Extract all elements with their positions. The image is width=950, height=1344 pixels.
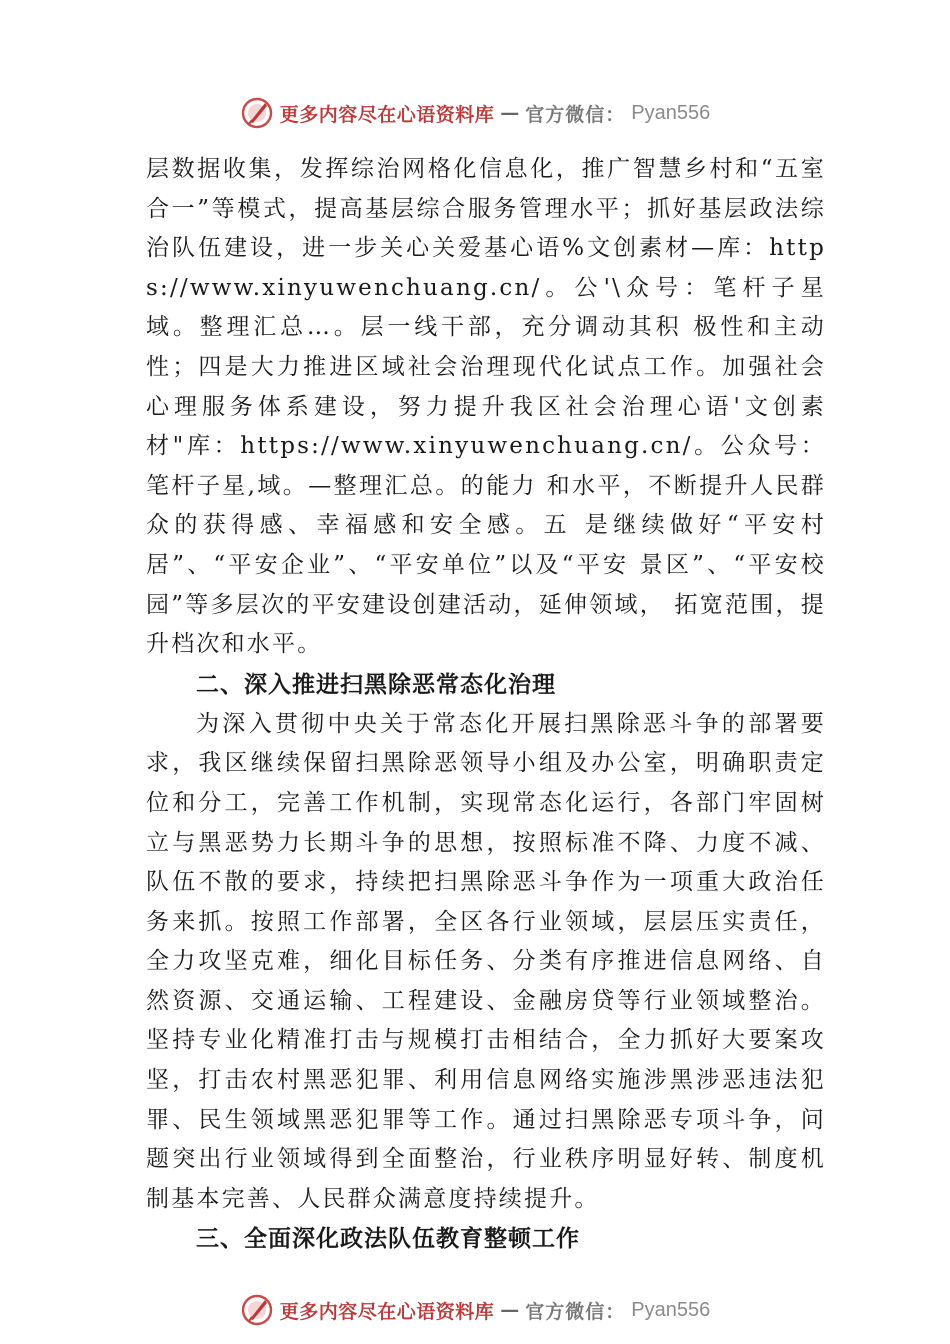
banner-wechat-id: Pyan556 bbox=[631, 1298, 711, 1321]
document-body bbox=[146, 150, 826, 1259]
header-watermark-banner bbox=[0, 93, 950, 133]
paragraph-continuation: 层数据收集，发挥综治网格化信息化，推广智慧乡村和“五室 合一”等模式，提高基层综合服务管理水平；抓好基层政法综 治队伍建设，进一步关心关爱基心语%文创素材—库：https://www.xinyuwenchuang.cn/。公'\众号：笔杆子星域。整理汇总…。层一线干部，充分调动其积 极性和主动性；四是大力推进区域社会治理现代化试点工作。加强社会心理服务体系建设，努力提升我区社会治理心语'文创素材"库：https://www.xinyuwenchuang.cn/。公众号：笔杆子星,域。—整理汇总。的能力 和水平，不断提升人民群众的获得感、幸福感和安全感。五 是继续做好“平安村居”、“平安企业”、“平安单位”以及“平安 景区”、“平安校园”等多层次的平安建设创建活动，延伸领域， 拓宽范围，提升档次和水平。 bbox=[146, 156, 826, 658]
section-heading-3: 三、全面深化政法队伍教育整顿工作 bbox=[196, 1226, 580, 1253]
banner-separator: — bbox=[500, 102, 520, 124]
banner-wechat-label: 官方微信： bbox=[525, 1300, 626, 1323]
quill-logo-icon bbox=[240, 96, 274, 130]
quill-logo-icon bbox=[240, 1293, 274, 1327]
banner-title: 更多内容尽在心语资料库 bbox=[279, 103, 495, 126]
section-heading-2: 二、深入推进扫黑除恶常态化治理 bbox=[196, 671, 556, 698]
banner-wechat-label: 官方微信： bbox=[525, 103, 626, 126]
footer-watermark-banner bbox=[0, 1290, 950, 1330]
banner-wechat-id: Pyan556 bbox=[631, 101, 711, 124]
banner-title: 更多内容尽在心语资料库 bbox=[279, 1300, 495, 1323]
banner-separator: — bbox=[500, 1299, 520, 1321]
paragraph-section-2: 为深入贯彻中央关于常态化开展扫黑除恶斗争的部署要求，我区继续保留扫黑除恶领导小组及办公室，明确职责定位和分工，完善工作机制，实现常态化运行，各部门牢固树立与黑恶势力长期斗争的思想，按照标准不降、力度不减、队伍不散的要求，持续把扫黑除恶斗争作为一项重大政治任务来抓。按照工作部署，全区各行业领域，层层压实责任， 全力攻坚克难，细化目标任务、分类有序推进信息网络、自然资源、交通运输、工程建设、金融房贷等行业领域整治。 坚持专业化精准打击与规模打击相结合，全力抓好大要案攻坚，打击农村黑恶犯罪、利用信息网络实施涉黑涉恶违法犯罪、民生领域黑恶犯罪等工作。通过扫黑除恶专项斗争，问题突出行业领域得到全面整治，行业秩序明显好转、制度机制基本完善、人民群众满意度持续提升。 bbox=[146, 710, 826, 1212]
